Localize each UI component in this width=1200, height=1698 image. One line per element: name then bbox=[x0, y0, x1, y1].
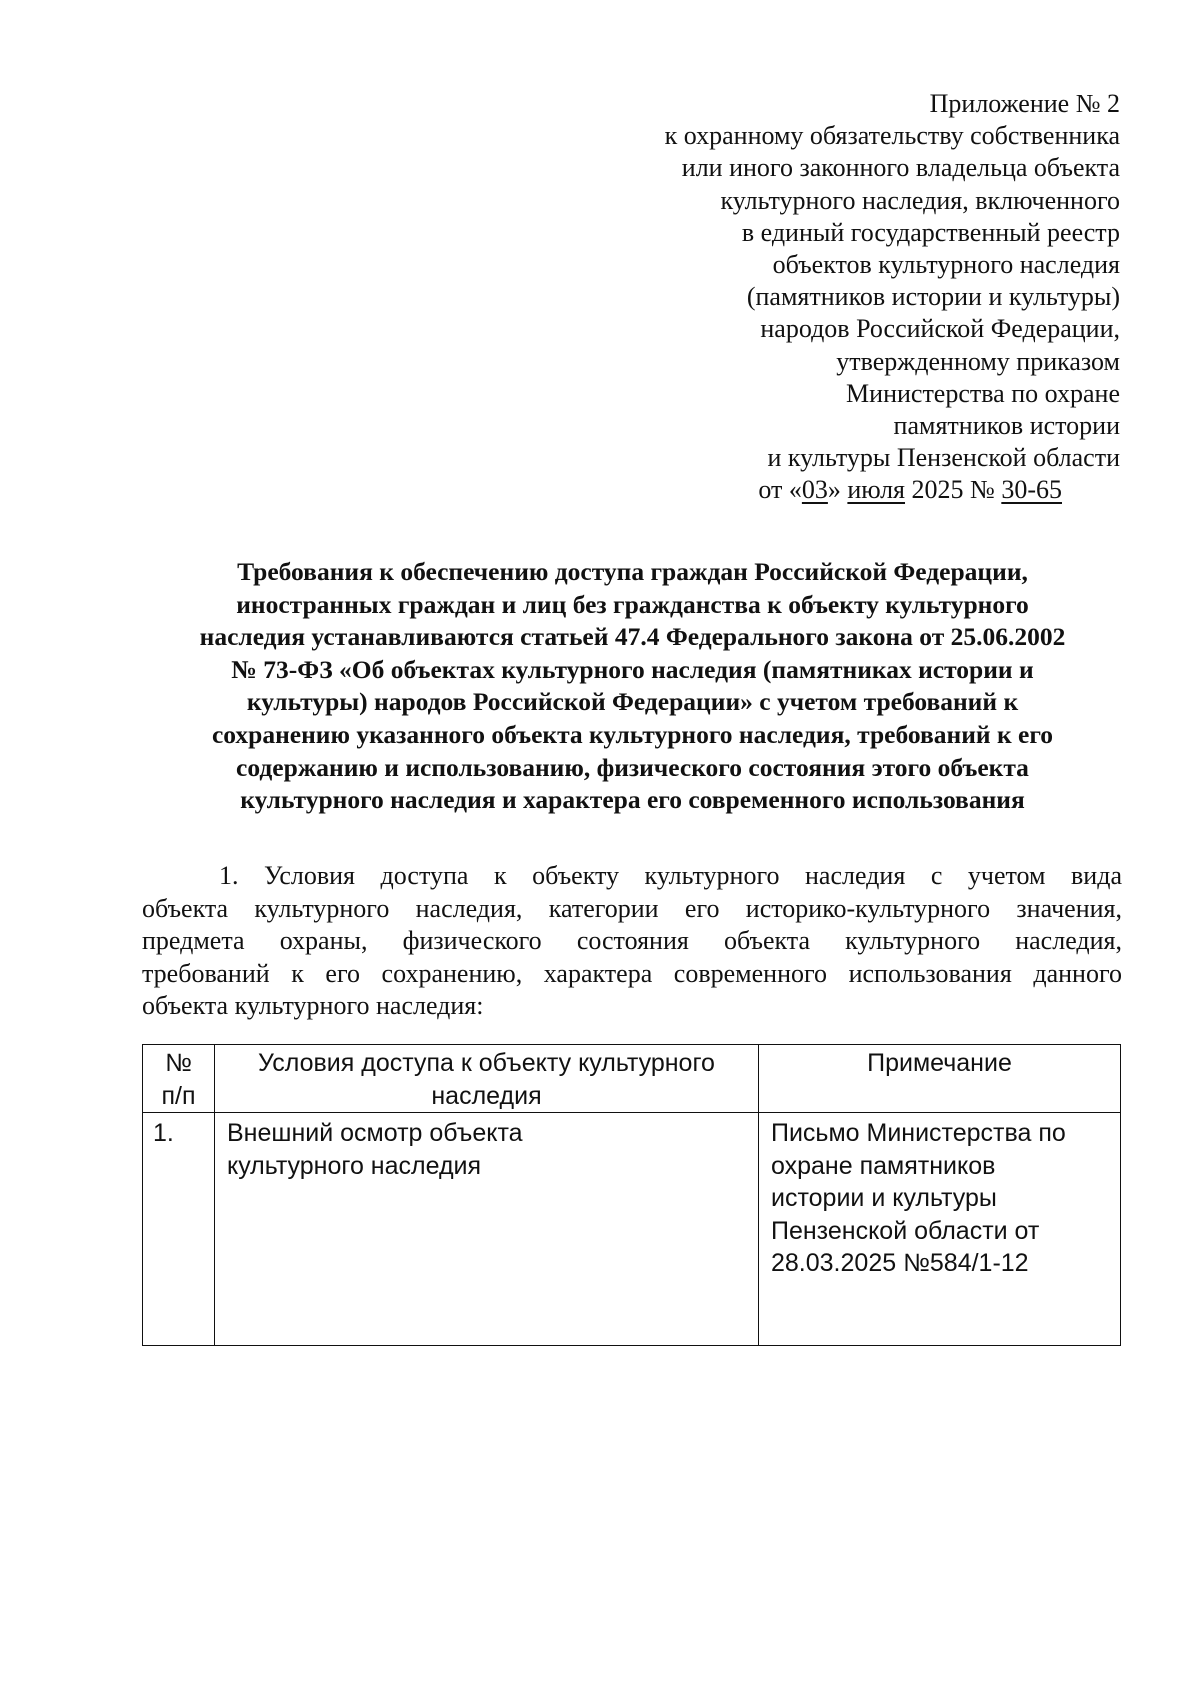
order-date-line bbox=[560, 474, 1120, 506]
header-condition-line: Условия доступа к объекту культурного bbox=[258, 1049, 715, 1077]
table-row bbox=[143, 1113, 1121, 1346]
header-number-line: п/п bbox=[161, 1081, 196, 1110]
date-year: 2025 № bbox=[905, 475, 1002, 505]
section-1-paragraph bbox=[142, 860, 1122, 1023]
paragraph-line: объекта культурного наследия: bbox=[142, 991, 484, 1020]
title-line: сохранению указанного объекта культурного наследия, требований к его bbox=[211, 719, 1054, 749]
appendix-line: или иного законного владельца объекта bbox=[681, 153, 1120, 183]
title-line: № 73-ФЗ «Об объектах культурного наследия (памятниках истории и bbox=[231, 654, 1034, 684]
header-number-line: № bbox=[165, 1049, 192, 1077]
note-line: охране памятников bbox=[771, 1151, 996, 1180]
note-line: Письмо Министерства по bbox=[771, 1119, 1066, 1147]
row-note bbox=[759, 1113, 1121, 1346]
title-line: культурного наследия и характера его современного использования bbox=[240, 785, 1025, 815]
appendix-line: народов Российской Федерации, bbox=[760, 314, 1120, 344]
paragraph-line: 1. Условия доступа к объекту культурного наследия с учетом вида bbox=[219, 861, 1122, 890]
row-number: 1. bbox=[143, 1113, 215, 1346]
appendix-line: (памятников истории и культуры) bbox=[746, 282, 1120, 312]
appendix-line: Приложение № 2 bbox=[929, 89, 1120, 118]
condition-line: культурного наследия bbox=[227, 1151, 482, 1180]
title-line: иностранных граждан и лиц без гражданства к объекту культурного bbox=[236, 589, 1029, 619]
appendix-line: Министерства по охране bbox=[846, 378, 1120, 408]
appendix-header bbox=[560, 88, 1120, 507]
appendix-line: объектов культурного наследия bbox=[772, 250, 1120, 280]
row-condition bbox=[215, 1113, 759, 1346]
title-line: Требования к обеспечению доступа граждан Российской Федерации, bbox=[237, 557, 1028, 586]
paragraph-line: объекта культурного наследия, категории его историко-культурного значения, bbox=[142, 893, 1122, 923]
appendix-line: памятников истории bbox=[893, 411, 1120, 441]
header-note: Примечание bbox=[759, 1045, 1121, 1113]
title-line: культуры) народов Российской Федерации» с учетом требований к bbox=[246, 687, 1019, 717]
date-day: 03 bbox=[801, 475, 828, 505]
appendix-line: культурного наследия, включенного bbox=[720, 185, 1120, 215]
paragraph-line: предмета охраны, физического состояния объекта культурного наследия, bbox=[142, 926, 1122, 955]
header-condition bbox=[215, 1045, 759, 1113]
appendix-line: утвержденному приказом bbox=[836, 346, 1120, 376]
note-line: истории и культуры bbox=[771, 1184, 997, 1212]
title-line: содержанию и использованию, физического состояния этого объекта bbox=[236, 752, 1029, 782]
document-title bbox=[140, 556, 1125, 817]
date-month: июля bbox=[847, 475, 906, 505]
order-number: 30-65 bbox=[1001, 475, 1062, 505]
table-header-row bbox=[143, 1045, 1121, 1113]
paragraph-line: требований к его сохранению, характера современного использования данного bbox=[142, 958, 1122, 988]
condition-line: Внешний осмотр объекта bbox=[227, 1119, 523, 1147]
title-line: наследия устанавливаются статьей 47.4 Федерального закона от 25.06.2002 bbox=[199, 622, 1066, 652]
note-line: Пензенской области от bbox=[771, 1216, 1040, 1245]
appendix-line: и культуры Пензенской области bbox=[767, 443, 1120, 473]
date-prefix: от « bbox=[758, 475, 802, 505]
access-conditions-table bbox=[142, 1044, 1121, 1346]
note-line: 28.03.2025 №584/1-12 bbox=[771, 1249, 1029, 1277]
header-condition-line: наследия bbox=[431, 1081, 542, 1110]
header-number bbox=[143, 1045, 215, 1113]
appendix-line: к охранному обязательству собственника bbox=[664, 121, 1120, 151]
appendix-line: в единый государственный реестр bbox=[741, 217, 1120, 247]
date-mid: » bbox=[827, 475, 848, 505]
